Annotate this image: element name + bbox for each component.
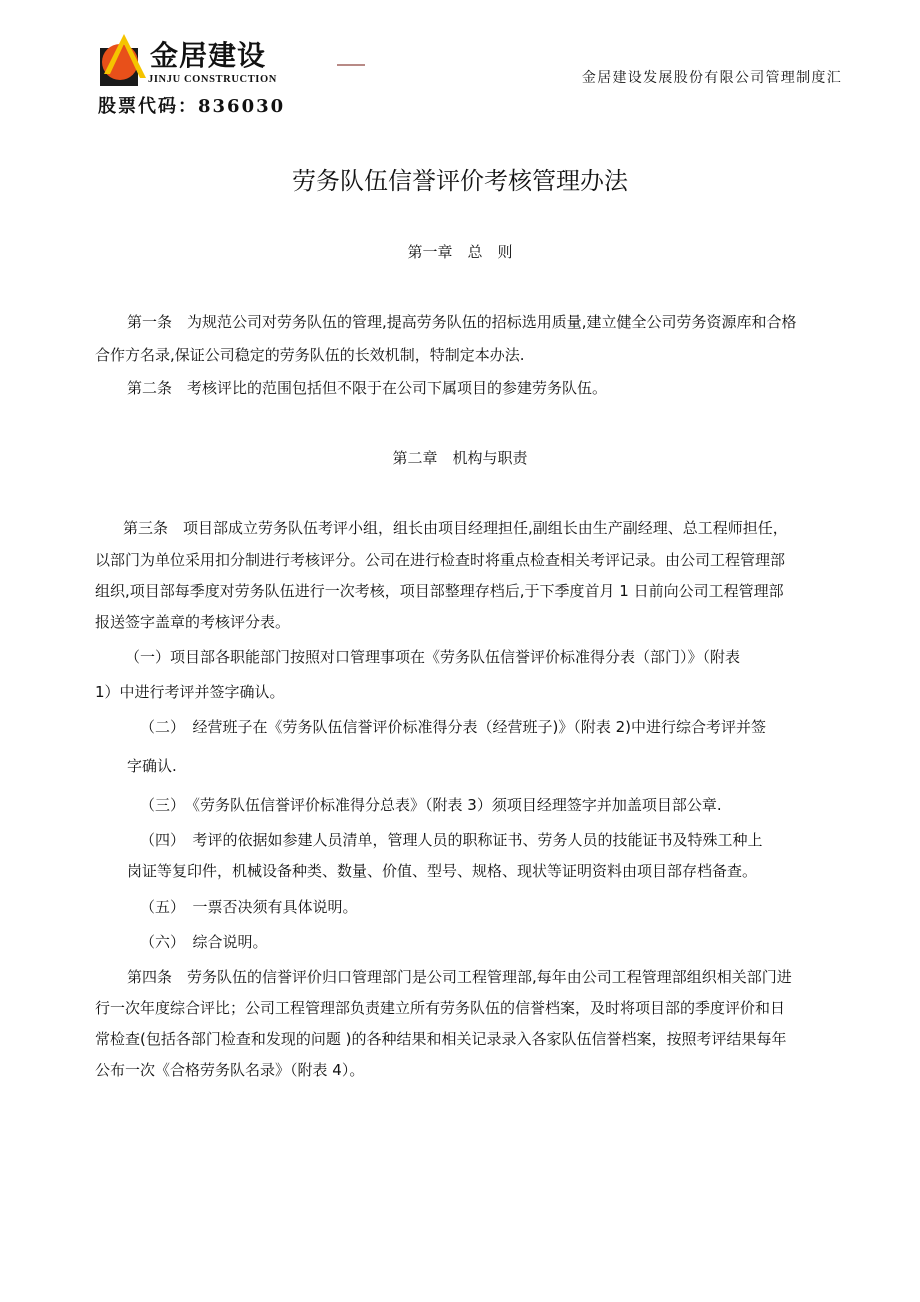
article-3-line-4: 报送签字盖章的考核评分表。: [95, 613, 291, 631]
article-3-line-3: 组织,项目部每季度对劳务队伍进行一次考核，项目部整理存档后,于下季度首月 1 日前向公司工程管理部: [95, 582, 784, 600]
item-6-line-1: （六） 综合说明。: [140, 933, 268, 951]
article-4-line-1: 第四条 劳务队伍的信誉评价归口管理部门是公司工程管理部,每年由公司工程管理部组织相关部门进: [127, 968, 792, 986]
item-1-line-1: （一）项目部各职能部门按照对口管理事项在《劳务队伍信誉评价标准得分表（部门）》（附表: [125, 648, 741, 666]
item-5-line-1: （五） 一票否决须有具体说明。: [140, 898, 358, 916]
document-title: 劳务队伍信誉评价考核管理办法: [292, 167, 628, 195]
item-2-line-2: 字确认.: [127, 757, 177, 775]
item-4-line-1: （四） 考评的依据如参建人员清单，管理人员的职称证书、劳务人员的技能证书及特殊工种上: [140, 831, 763, 849]
article-1-line-1: 第一条 为规范公司对劳务队伍的管理,提高劳务队伍的招标选用质量,建立健全公司劳务资源库和合格: [127, 313, 797, 331]
article-4-line-2: 行一次年度综合评比；公司工程管理部负责建立所有劳务队伍的信誉档案，及时将项目部的季度评价和日: [95, 999, 786, 1017]
article-3-line-2: 以部门为单位采用扣分制进行考核评分。公司在进行检查时将重点检查相关考评记录。由公司工程管理部: [95, 551, 786, 569]
logo-company-name-cn: 金居建设: [150, 39, 267, 72]
chapter-1-heading: 第一章 总 则: [407, 243, 513, 261]
logo-stock-code: 股票代码：836030: [98, 96, 286, 117]
article-3-line-1: 第三条 项目部成立劳务队伍考评小组，组长由项目经理担任,副组长由生产副经理、总工程师担任，: [123, 519, 788, 537]
logo-company-name-en: JINJU CONSTRUCTION: [148, 74, 277, 85]
item-2-line-1: （二） 经营班子在《劳务队伍信誉评价标准得分表（经营班子)》（附表 2)中进行综合考评并签: [140, 718, 767, 736]
article-1-line-2: 合作方名录,保证公司稳定的劳务队伍的长效机制，特制定本办法.: [95, 346, 525, 364]
item-3-line-1: （三） 《劳务队伍信誉评价标准得分总表》（附表 3）须项目经理签字并加盖项目部公章.: [140, 796, 722, 814]
item-4-line-2: 岗证等复印件，机械设备种类、数量、价值、型号、规格、现状等证明资料由项目部存档备查。: [127, 862, 758, 880]
article-2-line-1: 第二条 考核评比的范围包括但不限于在公司下属项目的参建劳务队伍。: [127, 379, 608, 397]
chapter-2-heading: 第二章 机构与职责: [392, 449, 528, 467]
header-collection-title: 金居建设发展股份有限公司管理制度汇: [581, 70, 842, 86]
logo-mark-icon: [100, 34, 146, 86]
decorative-dash: [337, 64, 365, 66]
article-4-line-3: 常检查(包括各部门检查和发现的问题 )的各种结果和相关记录录入各家队伍信誉档案，按照考评结果每年: [95, 1030, 787, 1048]
company-logo: [98, 30, 290, 116]
article-4-line-4: 公布一次《合格劳务队名录》（附表 4）。: [95, 1061, 365, 1079]
item-1-line-2: 1）中进行考评并签字确认。: [95, 683, 285, 701]
